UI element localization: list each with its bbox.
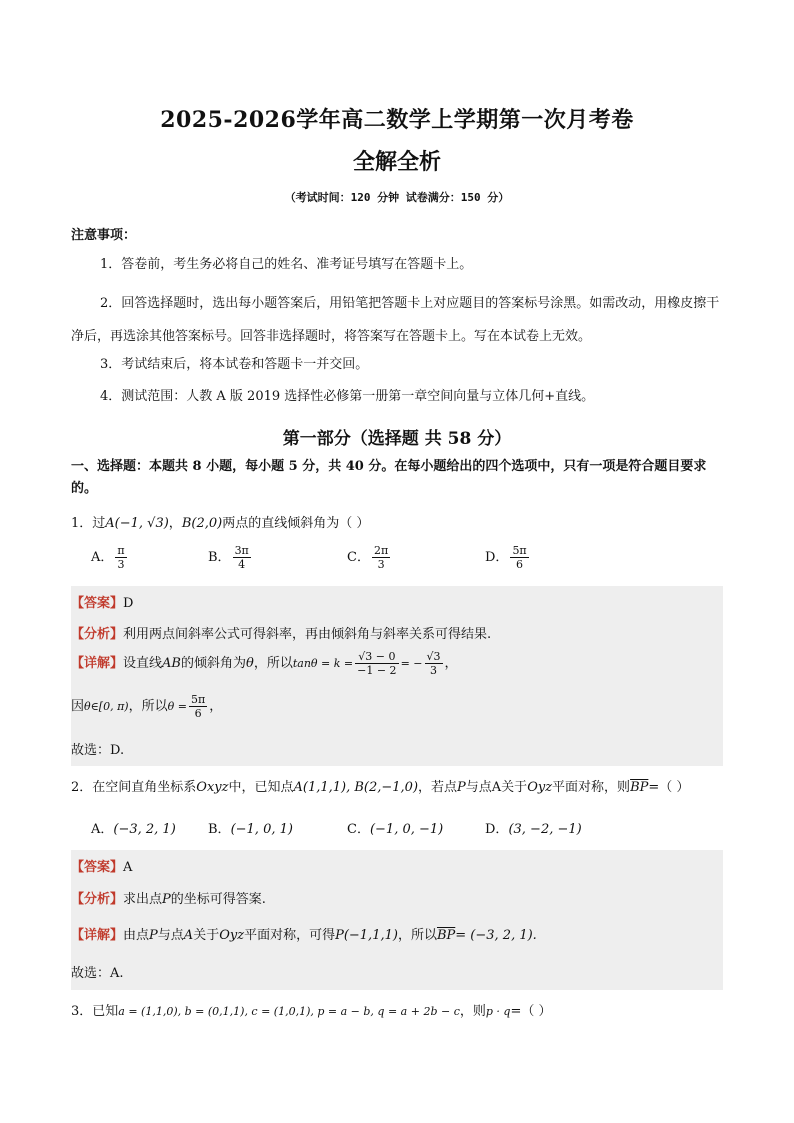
detail-frac2-den: 3 bbox=[430, 664, 437, 677]
detail-end: ， bbox=[444, 656, 458, 671]
q2-p: P bbox=[457, 780, 466, 795]
notice-item-3: 3．考试结束后，将本试卷和答题卡一并交回。 bbox=[100, 357, 369, 372]
detail-p: P bbox=[149, 928, 158, 943]
q2-detail bbox=[71, 924, 537, 943]
option-value: (−1, 0, 1) bbox=[230, 822, 293, 837]
q3-text-2: ，则 bbox=[459, 1004, 486, 1019]
q2-vector-bp: $\overline{BP}$ bbox=[630, 780, 649, 795]
option-denominator: 3 bbox=[117, 558, 125, 571]
option-numerator: π bbox=[117, 544, 125, 557]
notice-item-1: 1．答卷前，考生务必将自己的姓名、准考证号填写在答题卡上。 bbox=[100, 257, 473, 272]
option-label: C． bbox=[347, 550, 370, 565]
detail-tag: 【详解】 bbox=[71, 656, 124, 671]
q2-points: A(1,1,1), B(2,−1,0) bbox=[293, 780, 419, 795]
section-title: 第一部分（选择题 共 58 分） bbox=[282, 429, 512, 449]
option-label: C． bbox=[347, 822, 370, 837]
q2-analysis bbox=[71, 888, 266, 907]
option-denominator: 3 bbox=[377, 558, 385, 571]
detail-frac-den: −1 − 2 bbox=[357, 664, 397, 677]
detail-P: P(−1,1,1) bbox=[335, 928, 398, 943]
detail-num: 5π bbox=[190, 693, 206, 706]
q2-text-3: ，若点 bbox=[418, 780, 458, 795]
q3-text: 3．已知 bbox=[71, 1004, 119, 1019]
q2-text: 2．在空间直角坐标系 bbox=[71, 780, 197, 795]
detail-text: 设直线 bbox=[123, 656, 163, 671]
detail-text-3: 关于 bbox=[193, 928, 220, 943]
question-2-stem bbox=[71, 776, 689, 795]
q3-text-3: =（ ） bbox=[510, 1004, 552, 1019]
detail-frac2-num: √3 bbox=[426, 650, 441, 663]
q1-analysis bbox=[71, 623, 491, 642]
detail-theta: θ = bbox=[167, 700, 187, 713]
option-label: D． bbox=[485, 550, 509, 565]
q1-option-c bbox=[347, 544, 392, 571]
detail-tag: 【详解】 bbox=[71, 928, 124, 943]
q1-option-a bbox=[91, 544, 129, 571]
detail-text: 因 bbox=[71, 699, 85, 714]
option-label: B． bbox=[208, 550, 231, 565]
q2-option-c bbox=[347, 818, 443, 837]
q2-conclusion: 故选：A. bbox=[71, 966, 124, 981]
detail-tan: tanθ = k = bbox=[292, 657, 354, 670]
q1-conclusion: 故选：D. bbox=[71, 743, 125, 758]
detail-text-4: 平面对称，可得 bbox=[244, 928, 336, 943]
detail-range: θ∈[0, π) bbox=[84, 700, 129, 713]
detail-eq: = − bbox=[400, 657, 423, 670]
option-label: D． bbox=[485, 822, 509, 837]
section-instruction: 一、选择题：本题共 8 小题，每小题 5 分，共 40 分。在每小题给出的四个选项中，只有一项是符合题目要求的。 bbox=[71, 459, 707, 496]
q2-solution-box bbox=[71, 850, 723, 990]
q1-point-a: A(−1, √3) bbox=[105, 516, 169, 531]
detail-den: 6 bbox=[194, 707, 202, 720]
detail-result: = (−3, 2, 1). bbox=[455, 928, 537, 943]
q3-pq: p · q bbox=[485, 1005, 511, 1018]
analysis-tag: 【分析】 bbox=[71, 892, 124, 907]
analysis-text: 利用两点间斜率公式可得斜率，再由倾斜角与斜率关系可得结果. bbox=[123, 627, 492, 642]
notice-item-2: 2．回答选择题时，选出每小题答案后，用铅笔把答题卡上对应题目的答案标号涂黑。如需改动，用橡皮擦干净后，再选涂其他答案标号。回答非选择题时，将答案写在答题卡上。写在本试卷上无效。 bbox=[71, 296, 720, 344]
option-label: B． bbox=[208, 822, 231, 837]
option-denominator: 6 bbox=[516, 558, 524, 571]
q2-text-2: 中，已知点 bbox=[228, 780, 294, 795]
q1-sep: ， bbox=[168, 516, 182, 531]
q2-option-b bbox=[208, 818, 293, 837]
detail-theta: θ bbox=[246, 656, 254, 671]
detail-text-2: 的倾斜角为 bbox=[180, 656, 246, 671]
detail-vector-bp: $\overline{BP}$ bbox=[436, 928, 456, 943]
answer-tag: 【答案】 bbox=[71, 860, 124, 875]
option-numerator: 2π bbox=[373, 544, 389, 557]
detail-text-3: ，所以 bbox=[253, 656, 293, 671]
option-value: (3, −2, −1) bbox=[508, 822, 582, 837]
option-label: A． bbox=[91, 550, 114, 565]
q1-text: 1．过 bbox=[71, 516, 106, 531]
detail-end: ， bbox=[209, 699, 223, 714]
exam-subtitle: 全解全析 bbox=[352, 149, 441, 175]
q2-oxyz: Oxyz bbox=[196, 780, 229, 795]
detail-text-2: 与点 bbox=[157, 928, 184, 943]
q3-vectors: a = (1,1,0), b = (0,1,1), c = (1,0,1), p = a − b, q = a + 2b − c bbox=[118, 1005, 460, 1018]
q1-detail-line2 bbox=[71, 693, 222, 720]
question-3-stem bbox=[71, 1000, 551, 1019]
detail-line-ab: AB bbox=[162, 656, 181, 671]
analysis-tag: 【分析】 bbox=[71, 627, 124, 642]
q1-text-end: 两点的直线倾斜角为（ ） bbox=[222, 516, 370, 531]
detail-text: 由点 bbox=[123, 928, 150, 943]
analysis-text: 求出点 bbox=[123, 892, 163, 907]
q2-answer bbox=[71, 856, 132, 875]
option-value: (−3, 2, 1) bbox=[113, 822, 176, 837]
q2-text-4: 与点A关于 bbox=[465, 780, 528, 795]
notice-heading: 注意事项： bbox=[71, 228, 137, 243]
option-numerator: 5π bbox=[512, 544, 527, 557]
option-numerator: 3π bbox=[234, 544, 249, 557]
detail-text-5: ，所以 bbox=[397, 928, 437, 943]
q2-text-6: =（ ） bbox=[648, 780, 690, 795]
option-label: A． bbox=[91, 822, 114, 837]
q2-option-a bbox=[91, 818, 176, 837]
q1-point-b: B(2,0) bbox=[181, 516, 223, 531]
detail-oyz: Oyz bbox=[219, 928, 245, 943]
answer-tag: 【答案】 bbox=[71, 596, 124, 611]
q1-option-d bbox=[485, 544, 531, 571]
q1-answer bbox=[71, 592, 133, 611]
answer-value: A bbox=[123, 860, 133, 875]
q1-option-b bbox=[208, 544, 253, 571]
q2-text-5: 平面对称，则 bbox=[552, 780, 631, 795]
q2-option-d bbox=[485, 818, 582, 837]
analysis-p: P bbox=[162, 892, 171, 907]
exam-info: （考试时间：120 分钟 试卷满分：150 分） bbox=[284, 191, 510, 204]
answer-value: D bbox=[123, 596, 134, 611]
q1-detail bbox=[71, 650, 458, 677]
detail-frac-num: √3 − 0 bbox=[355, 650, 398, 664]
option-denominator: 4 bbox=[238, 558, 246, 571]
q2-oyz: Oyz bbox=[527, 780, 553, 795]
option-value: (−1, 0, −1) bbox=[369, 822, 444, 837]
question-1-stem bbox=[71, 512, 369, 531]
notice-item-4: 4．测试范围：人教 A 版 2019 选择性必修第一册第一章空间向量与立体几何+直线。 bbox=[100, 389, 595, 404]
detail-text-2: ，所以 bbox=[128, 699, 168, 714]
exam-title: 2025-2026学年高二数学上学期第一次月考卷 bbox=[160, 107, 634, 133]
detail-A: A bbox=[183, 928, 194, 943]
analysis-text-2: 的坐标可得答案. bbox=[170, 892, 266, 907]
